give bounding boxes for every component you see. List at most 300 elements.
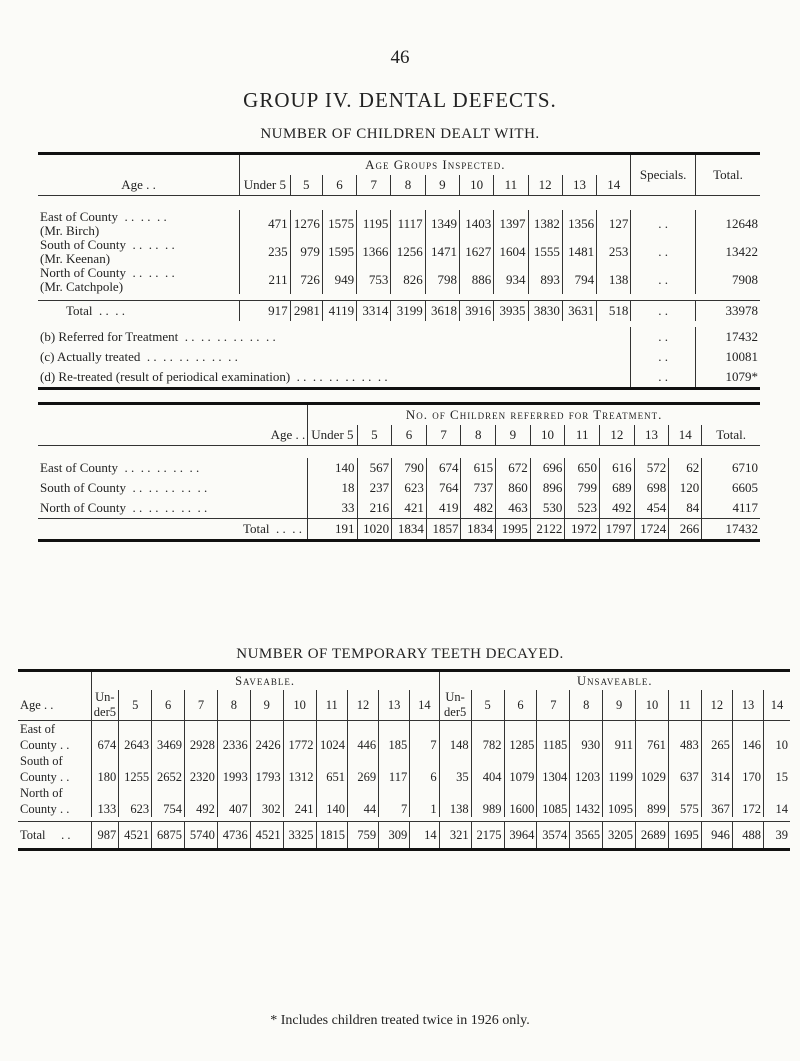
examiner-name: (Mr. Birch) — [40, 223, 100, 238]
specials-value: . . — [631, 367, 696, 389]
cell-value: 84 — [669, 498, 702, 519]
saveable-value: 1255 — [119, 753, 152, 785]
cell-value: 672 — [496, 458, 531, 478]
cell-value: 33 — [308, 498, 357, 519]
cell-value: 3935 — [494, 301, 528, 322]
unsaveable-value: 989 — [471, 785, 504, 817]
region-name: South of County — [40, 480, 126, 495]
table-row — [38, 266, 760, 294]
cell-value: 3916 — [459, 301, 493, 322]
unsaveable-value: 314 — [701, 753, 732, 785]
saveable-value: 4736 — [217, 822, 250, 850]
cell-value: 454 — [634, 498, 669, 519]
unsaveable-value: 1304 — [537, 753, 570, 785]
total-label: Total — [20, 827, 46, 842]
saveable-value: 269 — [347, 753, 378, 785]
saveable-value: 2336 — [217, 721, 250, 754]
saveable-value: 309 — [379, 822, 410, 850]
cell-value: 764 — [426, 478, 461, 498]
region-name: East of County — [40, 460, 118, 475]
cell-value: 18 — [308, 478, 357, 498]
cell-value: 120 — [669, 478, 702, 498]
cell-value: 1366 — [357, 238, 391, 266]
unsaveable-value: 148 — [439, 721, 471, 754]
total-value: 17432 — [702, 519, 760, 541]
column-header: 12 — [600, 425, 635, 446]
row-label: Total . . . . — [243, 521, 306, 536]
section1-title: NUMBER OF CHILDREN DEALT WITH. — [260, 126, 540, 142]
cell-value: 211 — [240, 266, 290, 294]
unsaveable-value: 367 — [701, 785, 732, 817]
region-name-2: County — [20, 738, 57, 752]
unsaveable-value: 14 — [764, 785, 790, 817]
cell-value: 2122 — [530, 519, 565, 541]
footnote: * Includes children treated twice in 1926 only. — [270, 1013, 530, 1028]
examiner-name: (Mr. Keenan) — [40, 251, 111, 266]
column-header: 9 — [603, 690, 636, 721]
cell-value: 266 — [669, 519, 702, 541]
unsaveable-value: 3964 — [504, 822, 537, 850]
row-label: Total . . . . — [66, 303, 126, 318]
unsaveable-value: 946 — [701, 822, 732, 850]
cell-value: 1857 — [426, 519, 461, 541]
unsaveable-header: Unsaveable. — [439, 671, 790, 691]
saveable-value: 6875 — [152, 822, 185, 850]
cell-value: 934 — [494, 266, 528, 294]
saveable-value: 754 — [152, 785, 185, 817]
column-header: 11 — [494, 175, 528, 196]
column-header: 9 — [425, 175, 459, 196]
column-header: 13 — [732, 690, 763, 721]
extra-label: (b) Referred for Treatment . . . . . . . . . . . . — [40, 329, 276, 344]
saveable-value: 44 — [347, 785, 378, 817]
region-name: South of — [20, 754, 63, 768]
cell-value: 1604 — [494, 238, 528, 266]
saveable-value: 4521 — [250, 822, 283, 850]
column-header: 7 — [357, 175, 391, 196]
age-groups-header: Age Groups Inspected. — [240, 154, 631, 176]
unsaveable-value: 1029 — [636, 753, 669, 785]
cell-value: 1382 — [528, 210, 562, 238]
cell-value: 523 — [565, 498, 600, 519]
cell-value: 216 — [357, 498, 392, 519]
cell-value: 421 — [392, 498, 427, 519]
table-row — [18, 753, 790, 785]
saveable-value: 1993 — [217, 753, 250, 785]
unsaveable-value: 404 — [471, 753, 504, 785]
cell-value: 893 — [528, 266, 562, 294]
column-header: 10 — [283, 690, 316, 721]
saveable-value: 7 — [410, 721, 439, 754]
cell-value: 1481 — [562, 238, 596, 266]
unsaveable-value: 35 — [439, 753, 471, 785]
cell-value: 1575 — [322, 210, 356, 238]
cell-value: 1595 — [322, 238, 356, 266]
cell-value: 896 — [530, 478, 565, 498]
column-header: Under 5 — [308, 425, 357, 446]
row-label: East of County . . . . . . . . . . — [40, 460, 200, 475]
total-value: 17432 — [695, 327, 760, 347]
saveable-value: 117 — [379, 753, 410, 785]
column-header: 10 — [636, 690, 669, 721]
cell-value: 235 — [240, 238, 290, 266]
total-value: 7908 — [695, 266, 760, 294]
saveable-value: 2652 — [152, 753, 185, 785]
cell-value: 1397 — [494, 210, 528, 238]
column-header: 11 — [565, 425, 600, 446]
saveable-header: Saveable. — [91, 671, 439, 691]
unsaveable-value: 3574 — [537, 822, 570, 850]
cell-value: 1117 — [391, 210, 425, 238]
cell-value: 237 — [357, 478, 392, 498]
region-name: South of County — [40, 237, 126, 252]
page-heading: GROUP IV. DENTAL DEFECTS. — [243, 88, 557, 112]
saveable-value: 5740 — [185, 822, 218, 850]
cell-value: 790 — [392, 458, 427, 478]
examiner-name: (Mr. Catchpole) — [40, 279, 124, 294]
specials-value: . . — [631, 347, 696, 367]
column-header: 13 — [634, 425, 669, 446]
saveable-value: 3469 — [152, 721, 185, 754]
table-row — [38, 478, 760, 498]
table-row — [38, 498, 760, 519]
total-value: 10081 — [695, 347, 760, 367]
cell-value: 1195 — [357, 210, 391, 238]
row-label: Total . . — [20, 827, 71, 842]
column-header: 5 — [290, 175, 322, 196]
extra-label: (c) Actually treated . . . . . . . . . . . . — [40, 349, 238, 364]
unsaveable-value: 146 — [732, 721, 763, 754]
cell-value: 1403 — [459, 210, 493, 238]
unsaveable-value: 1185 — [537, 721, 570, 754]
cell-value: 572 — [634, 458, 669, 478]
unsaveable-value: 321 — [439, 822, 471, 850]
column-header: 5 — [471, 690, 504, 721]
unsaveable-value: 15 — [764, 753, 790, 785]
cell-value: 616 — [600, 458, 635, 478]
age-label: Age . . — [121, 177, 156, 192]
cell-value: 1256 — [391, 238, 425, 266]
column-header: 10 — [530, 425, 565, 446]
cell-value: 2981 — [290, 301, 322, 322]
cell-value: 794 — [562, 266, 596, 294]
saveable-value: 3325 — [283, 822, 316, 850]
saveable-value: 2643 — [119, 721, 152, 754]
cell-value: 1834 — [461, 519, 496, 541]
cell-value: 419 — [426, 498, 461, 519]
cell-value: 191 — [308, 519, 357, 541]
column-header: 9 — [250, 690, 283, 721]
cell-value: 696 — [530, 458, 565, 478]
unsaveable-value: 1203 — [570, 753, 603, 785]
total-value: 1079* — [695, 367, 760, 389]
column-header: 14 — [410, 690, 439, 721]
unsaveable-value: 1095 — [603, 785, 636, 817]
extra-row — [38, 367, 760, 389]
cell-value: 1972 — [565, 519, 600, 541]
unsaveable-value: 575 — [668, 785, 701, 817]
saveable-value: 1312 — [283, 753, 316, 785]
column-header: 12 — [701, 690, 732, 721]
saveable-value: 1 — [410, 785, 439, 817]
saveable-value: 492 — [185, 785, 218, 817]
unsaveable-value: 10 — [764, 721, 790, 754]
row-label: South of County . . . . . . (Mr. Keenan) — [40, 237, 175, 266]
column-header: 13 — [562, 175, 596, 196]
unsaveable-value: 2689 — [636, 822, 669, 850]
column-header: 7 — [537, 690, 570, 721]
cell-value: 799 — [565, 478, 600, 498]
row-label: South of County . . — [20, 754, 70, 784]
section3-title: NUMBER OF TEMPORARY TEETH DECAYED. — [236, 646, 564, 662]
cell-value: 1471 — [425, 238, 459, 266]
total-header: Total. — [702, 425, 760, 446]
saveable-value: 140 — [316, 785, 347, 817]
extra-row — [38, 327, 760, 347]
column-header: 6 — [392, 425, 427, 446]
cell-value: 698 — [634, 478, 669, 498]
cell-value: 860 — [496, 478, 531, 498]
total-row — [38, 519, 760, 541]
cell-value: 3199 — [391, 301, 425, 322]
total-header: Total. — [695, 154, 760, 196]
cell-value: 138 — [597, 266, 631, 294]
total-label: Total — [243, 521, 270, 536]
column-header: 14 — [669, 425, 702, 446]
cell-value: 3830 — [528, 301, 562, 322]
unsaveable-value: 39 — [764, 822, 790, 850]
column-header: 8 — [391, 175, 425, 196]
table-row — [18, 721, 790, 754]
cell-value: 689 — [600, 478, 635, 498]
cell-value: 949 — [322, 266, 356, 294]
cell-value: 140 — [308, 458, 357, 478]
row-label: North of County . . . . . . . . . . — [40, 500, 208, 515]
cell-value: 1020 — [357, 519, 392, 541]
region-name: North of — [20, 786, 63, 800]
extra-label-text: (c) Actually treated — [40, 349, 141, 364]
saveable-value: 674 — [91, 721, 119, 754]
extra-label-text: (d) Re-treated (result of periodical examination) — [40, 369, 291, 384]
saveable-value: 302 — [250, 785, 283, 817]
cell-value: 674 — [426, 458, 461, 478]
specials-value: . . — [631, 210, 696, 238]
column-header: 5 — [119, 690, 152, 721]
total-row — [38, 301, 760, 322]
unsaveable-value: 1285 — [504, 721, 537, 754]
column-header: 14 — [764, 690, 790, 721]
unsaveable-value: 265 — [701, 721, 732, 754]
specials-value: . . — [631, 266, 696, 294]
saveable-value: 1815 — [316, 822, 347, 850]
cell-value: 826 — [391, 266, 425, 294]
column-header: 10 — [459, 175, 493, 196]
total-value: 13422 — [695, 238, 760, 266]
column-header: 6 — [152, 690, 185, 721]
cell-value: 1797 — [600, 519, 635, 541]
saveable-value: 1024 — [316, 721, 347, 754]
cell-value: 492 — [600, 498, 635, 519]
cell-value: 623 — [392, 478, 427, 498]
saveable-value: 2928 — [185, 721, 218, 754]
saveable-value: 180 — [91, 753, 119, 785]
cell-value: 1276 — [290, 210, 322, 238]
cell-value: 1834 — [392, 519, 427, 541]
row-label: East of County . . — [20, 722, 70, 752]
cell-value: 253 — [597, 238, 631, 266]
unsaveable-value: 1079 — [504, 753, 537, 785]
region-name-2: County — [20, 770, 57, 784]
unsaveable-value: 899 — [636, 785, 669, 817]
column-header: 6 — [322, 175, 356, 196]
cell-value: 567 — [357, 458, 392, 478]
column-header: 14 — [597, 175, 631, 196]
column-header: 6 — [504, 690, 537, 721]
unsaveable-value: 1199 — [603, 753, 636, 785]
column-header: 7 — [185, 690, 218, 721]
total-row — [18, 822, 790, 850]
referred-for-treatment-table — [38, 402, 760, 542]
cell-value: 650 — [565, 458, 600, 478]
cell-value: 1724 — [634, 519, 669, 541]
specials-value: . . — [631, 238, 696, 266]
cell-value: 3618 — [425, 301, 459, 322]
total-value: 6710 — [702, 458, 760, 478]
row-label: East of County . . . . . . (Mr. Birch) — [40, 209, 167, 238]
saveable-value: 407 — [217, 785, 250, 817]
saveable-value: 185 — [379, 721, 410, 754]
saveable-value: 446 — [347, 721, 378, 754]
column-header: 13 — [379, 690, 410, 721]
column-header: Under 5 — [240, 175, 290, 196]
saveable-value: 4521 — [119, 822, 152, 850]
row-label: North of County . . . . . . (Mr. Catchpole) — [40, 265, 175, 294]
saveable-value: 759 — [347, 822, 378, 850]
cell-value: 471 — [240, 210, 290, 238]
cell-value: 737 — [461, 478, 496, 498]
column-header: Un- der5 — [91, 690, 119, 721]
saveable-value: 1772 — [283, 721, 316, 754]
total-value: 6605 — [702, 478, 760, 498]
cell-value: 62 — [669, 458, 702, 478]
column-header: 7 — [426, 425, 461, 446]
cell-value: 3314 — [357, 301, 391, 322]
extra-label-text: (b) Referred for Treatment — [40, 329, 179, 344]
table-row — [38, 458, 760, 478]
unsaveable-value: 2175 — [471, 822, 504, 850]
saveable-value: 1793 — [250, 753, 283, 785]
cell-value: 127 — [597, 210, 631, 238]
region-name: East of County — [40, 209, 118, 224]
column-header: 11 — [316, 690, 347, 721]
region-name: East of — [20, 722, 56, 736]
table-row — [38, 238, 760, 266]
unsaveable-value: 3205 — [603, 822, 636, 850]
children-dealt-with-table — [38, 152, 760, 390]
column-header: 9 — [496, 425, 531, 446]
cell-value: 615 — [461, 458, 496, 478]
table-row — [18, 785, 790, 817]
cell-value: 530 — [530, 498, 565, 519]
extra-label: (d) Re-treated (result of periodical examination) . . . . . . . . . . . . — [40, 369, 388, 384]
unsaveable-value: 1600 — [504, 785, 537, 817]
saveable-value: 987 — [91, 822, 119, 850]
saveable-value: 2320 — [185, 753, 218, 785]
cell-value: 1555 — [528, 238, 562, 266]
cell-value: 798 — [425, 266, 459, 294]
total-value: 12648 — [695, 210, 760, 238]
region-name: North of County — [40, 500, 126, 515]
cell-value: 917 — [240, 301, 290, 322]
region-name: North of County — [40, 265, 126, 280]
extra-row — [38, 347, 760, 367]
row-label: North of County . . — [20, 786, 70, 816]
cell-value: 1349 — [425, 210, 459, 238]
cell-value: 482 — [461, 498, 496, 519]
unsaveable-value: 782 — [471, 721, 504, 754]
saveable-value: 2426 — [250, 721, 283, 754]
column-header: Un- der5 — [439, 690, 471, 721]
unsaveable-value: 911 — [603, 721, 636, 754]
table-row — [38, 210, 760, 238]
cell-value: 1627 — [459, 238, 493, 266]
cell-value: 1356 — [562, 210, 596, 238]
cell-value: 1995 — [496, 519, 531, 541]
column-header: 8 — [461, 425, 496, 446]
cell-value: 886 — [459, 266, 493, 294]
unsaveable-value: 138 — [439, 785, 471, 817]
age-label: Age . . — [20, 697, 54, 712]
unsaveable-value: 172 — [732, 785, 763, 817]
row-label: South of County . . . . . . . . . . — [40, 480, 208, 495]
teeth-decayed-table — [18, 669, 790, 851]
unsaveable-value: 930 — [570, 721, 603, 754]
unsaveable-value: 3565 — [570, 822, 603, 850]
cell-value: 518 — [597, 301, 631, 322]
specials-value: . . — [631, 301, 696, 322]
saveable-value: 241 — [283, 785, 316, 817]
cell-value: 753 — [357, 266, 391, 294]
total-value: 4117 — [702, 498, 760, 519]
cell-value: 463 — [496, 498, 531, 519]
age-label: Age . . — [270, 427, 306, 442]
saveable-value: 651 — [316, 753, 347, 785]
unsaveable-value: 170 — [732, 753, 763, 785]
cell-value: 726 — [290, 266, 322, 294]
unsaveable-value: 1085 — [537, 785, 570, 817]
unsaveable-value: 1432 — [570, 785, 603, 817]
unsaveable-value: 637 — [668, 753, 701, 785]
cell-value: 979 — [290, 238, 322, 266]
column-header: 8 — [570, 690, 603, 721]
region-name-2: County — [20, 802, 57, 816]
saveable-value: 6 — [410, 753, 439, 785]
cell-value: 4119 — [322, 301, 356, 322]
column-header: 11 — [668, 690, 701, 721]
saveable-value: 133 — [91, 785, 119, 817]
page-number: 46 — [390, 47, 410, 68]
saveable-value: 623 — [119, 785, 152, 817]
saveable-value: 7 — [379, 785, 410, 817]
unsaveable-value: 483 — [668, 721, 701, 754]
specials-value: . . — [631, 327, 696, 347]
column-header: 5 — [357, 425, 392, 446]
column-header: 8 — [217, 690, 250, 721]
referred-header: No. of Children referred for Treatment. — [308, 404, 760, 426]
saveable-value: 14 — [410, 822, 439, 850]
column-header: 12 — [528, 175, 562, 196]
unsaveable-value: 488 — [732, 822, 763, 850]
